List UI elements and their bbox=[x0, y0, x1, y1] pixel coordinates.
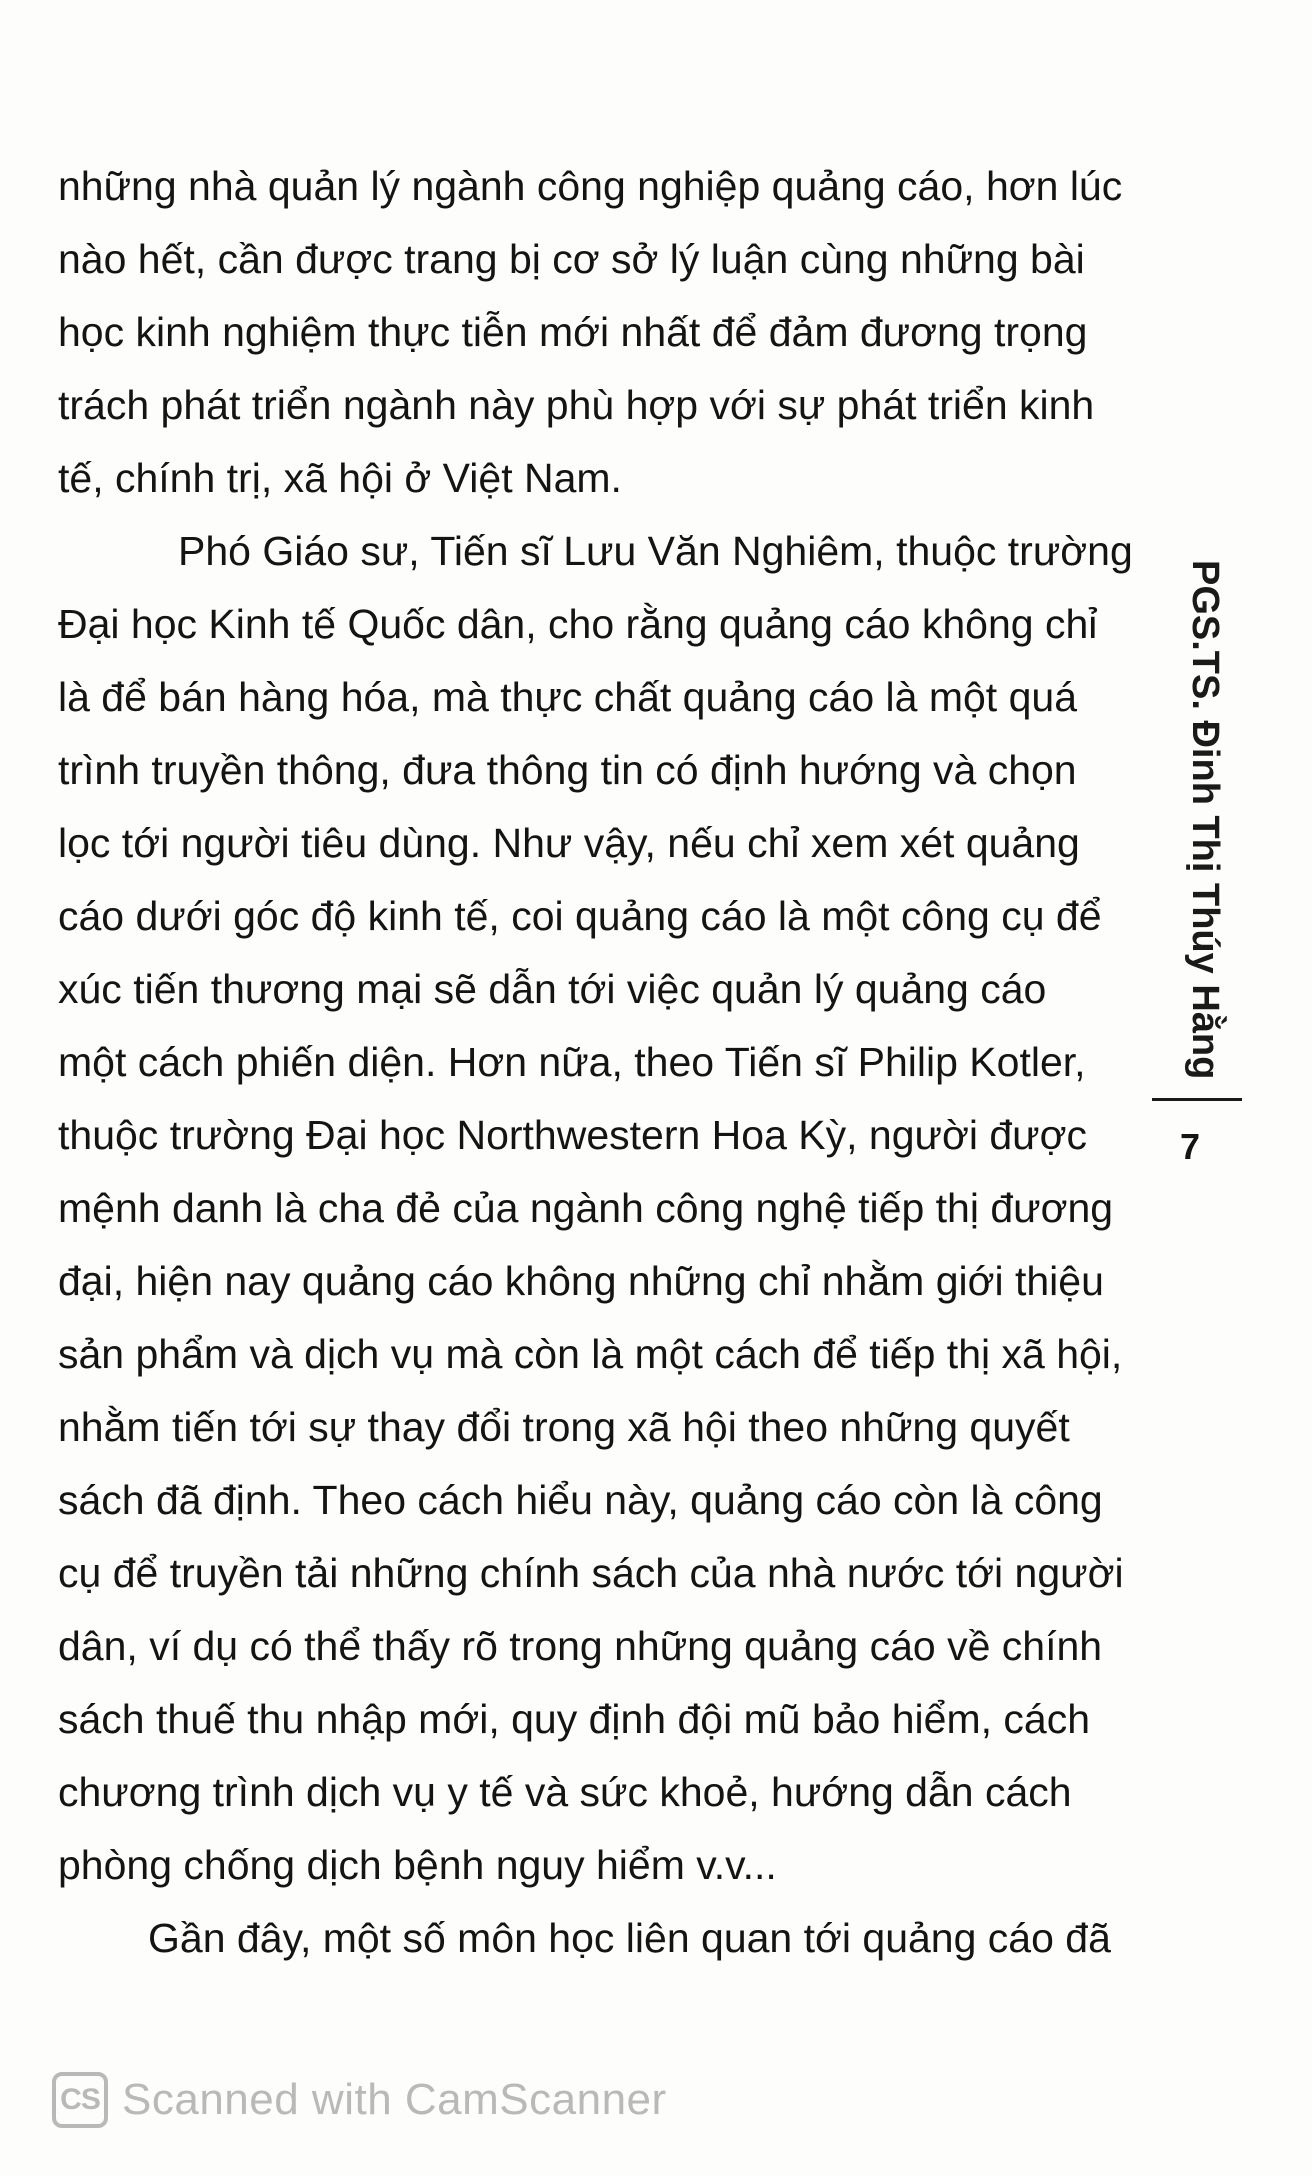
text-line: chương trình dịch vụ y tế và sức khoẻ, hướng dẫn cách bbox=[58, 1769, 1072, 1815]
header-divider bbox=[1152, 1098, 1242, 1101]
running-header-author: PGS.TS. Đinh Thị Thúy Hằng bbox=[1184, 560, 1226, 1080]
text-line: nào hết, cần được trang bị cơ sở lý luận cùng những bài bbox=[58, 236, 1085, 282]
text-line: dân, ví dụ có thể thấy rõ trong những quảng cáo về chính bbox=[58, 1623, 1103, 1669]
page-number: 7 bbox=[1180, 1126, 1201, 1167]
text-line: cáo dưới góc độ kinh tế, coi quảng cáo là một công cụ để bbox=[58, 893, 1102, 939]
text-line: mệnh danh là cha đẻ của ngành công nghệ tiếp thị đương bbox=[58, 1185, 1114, 1231]
text-line: cụ để truyền tải những chính sách của nhà nước tới người bbox=[58, 1550, 1124, 1596]
watermark-text: Scanned with CamScanner bbox=[122, 2075, 667, 2124]
text-line: là để bán hàng hóa, mà thực chất quảng cáo là một quá bbox=[58, 674, 1077, 720]
text-line: Đại học Kinh tế Quốc dân, cho rằng quảng cáo không chỉ bbox=[58, 601, 1098, 647]
text-line: đại, hiện nay quảng cáo không những chỉ nhằm giới thiệu bbox=[58, 1258, 1104, 1304]
text-line: xúc tiến thương mại sẽ dẫn tới việc quản lý quảng cáo bbox=[58, 966, 1047, 1012]
text-line: sản phẩm và dịch vụ mà còn là một cách để tiếp thị xã hội, bbox=[58, 1331, 1123, 1377]
text-line: một cách phiến diện. Hơn nữa, theo Tiến sĩ Philip Kotler, bbox=[58, 1039, 1086, 1085]
camscanner-logo-icon: CS bbox=[52, 2072, 108, 2128]
text-line: Phó Giáo sư, Tiến sĩ Lưu Văn Nghiêm, thuộc trường bbox=[178, 528, 1133, 574]
text-line: nhằm tiến tới sự thay đổi trong xã hội theo những quyết bbox=[58, 1404, 1070, 1450]
text-line: phòng chống dịch bệnh nguy hiểm v.v... bbox=[58, 1842, 777, 1888]
text-line: lọc tới người tiêu dùng. Như vậy, nếu chỉ xem xét quảng bbox=[58, 820, 1080, 866]
text-line: trách phát triển ngành này phù hợp với sự phát triển kinh bbox=[58, 382, 1095, 428]
text-line: Gần đây, một số môn học liên quan tới quảng cáo đã bbox=[148, 1915, 1111, 1961]
text-line: sách thuế thu nhập mới, quy định đội mũ bảo hiểm, cách bbox=[58, 1696, 1091, 1742]
text-line: thuộc trường Đại học Northwestern Hoa Kỳ, người được bbox=[58, 1112, 1087, 1158]
text-line: trình truyền thông, đưa thông tin có định hướng và chọn bbox=[58, 747, 1077, 793]
text-line: học kinh nghiệm thực tiễn mới nhất để đảm đương trọng bbox=[58, 309, 1088, 355]
text-line: những nhà quản lý ngành công nghiệp quảng cáo, hơn lúc bbox=[58, 163, 1123, 209]
body-text bbox=[58, 150, 1133, 1975]
camscanner-watermark bbox=[52, 2072, 667, 2128]
text-line: sách đã định. Theo cách hiểu này, quảng cáo còn là công bbox=[58, 1477, 1103, 1523]
text-line: tế, chính trị, xã hội ở Việt Nam. bbox=[58, 455, 622, 501]
